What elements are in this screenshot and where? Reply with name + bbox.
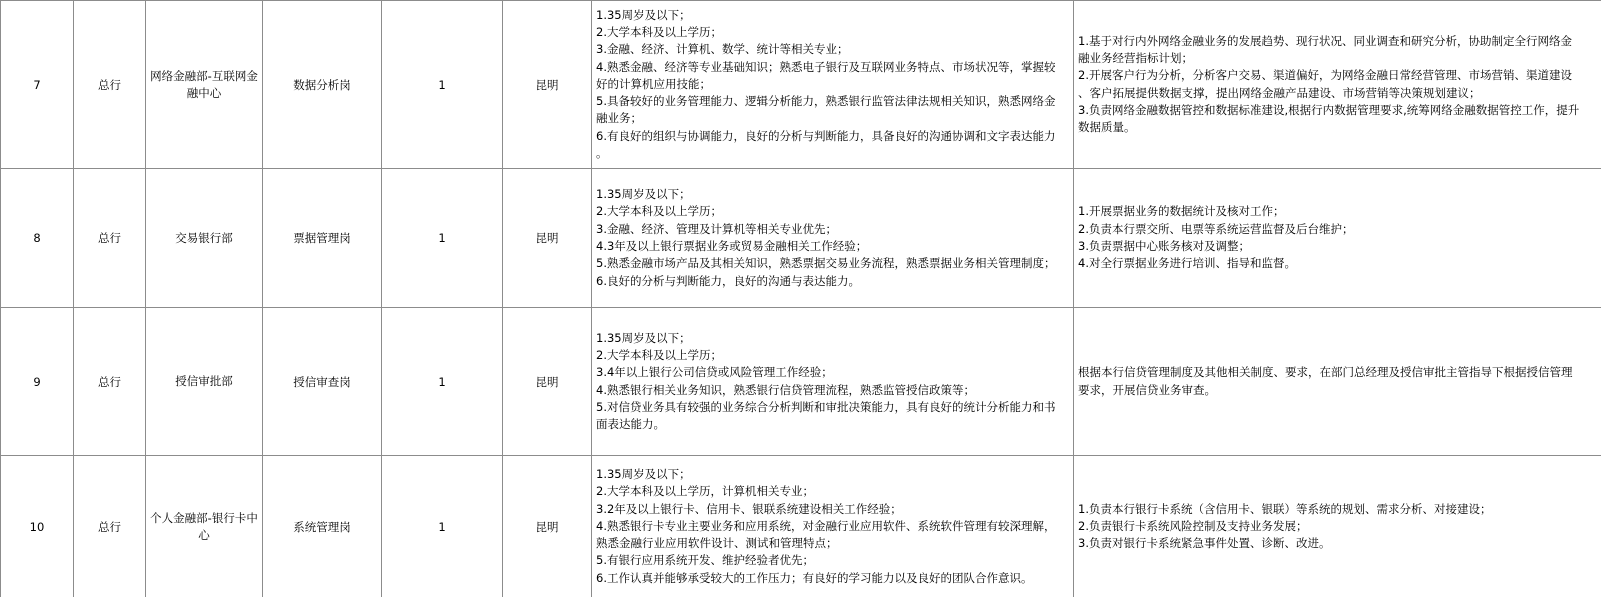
branch-text: 总行: [98, 519, 121, 534]
department-cell: [146, 308, 263, 456]
position-cell: [263, 308, 382, 456]
duties-cell: [1074, 308, 1601, 456]
duty-line: 融业务经营指标计划；: [1078, 50, 1193, 65]
requirements-cell: [592, 169, 1074, 308]
requirement-line: 5.对信贷业务具有较强的业务综合分析判断和审批决策能力，具有良好的统计分析能力和书: [596, 399, 1056, 414]
location-text: 昆明: [535, 519, 559, 534]
requirement-line: 4.熟悉银行相关业务知识，熟悉银行信贷管理流程，熟悉监管授信政策等；: [596, 382, 975, 397]
duties-cell: [1074, 1, 1601, 169]
branch-cell: [74, 1, 146, 169]
position-cell: [263, 169, 382, 308]
row-number-text: 7: [33, 77, 41, 92]
requirement-line: 1.35周岁及以下；: [596, 330, 691, 345]
position-text: 系统管理岗: [293, 519, 351, 534]
department-cell: [146, 1, 263, 169]
row-number-cell: [1, 1, 74, 169]
requirement-line: 融业务；: [596, 111, 642, 126]
headcount-text: 1: [438, 77, 446, 92]
position-text: 票据管理岗: [293, 231, 351, 245]
branch-text: 总行: [98, 77, 121, 92]
row-number-cell: [1, 169, 74, 308]
headcount-text: 1: [438, 519, 446, 534]
branch-cell: [74, 456, 146, 597]
requirement-line: 6.有良好的组织与协调能力，良好的分析与判断能力，具备良好的沟通协调和文字表达能力: [596, 128, 1056, 143]
duties-cell: [1074, 169, 1601, 308]
requirement-line: 2.大学本科及以上学历；: [596, 204, 722, 219]
row-number-text: 8: [33, 231, 41, 245]
position-cell: [263, 456, 382, 597]
table-body: [1, 1, 1601, 597]
row-number-text: 9: [33, 374, 41, 389]
headcount-cell: [382, 169, 503, 308]
requirement-line: 4.熟悉金融、经济等专业基础知识；熟悉电子银行及互联网业务特点、市场状况等，掌握较: [596, 59, 1056, 74]
duty-line: 2.开展客户行为分析，分析客户交易、渠道偏好，为网络金融日常经营管理、市场营销、渠道建设: [1078, 68, 1572, 83]
requirement-line: 2.大学本科及以上学历；: [596, 24, 722, 39]
duty-line: 2.负责本行票交所、电票等系统运营监督及后台维护；: [1078, 221, 1354, 236]
requirement-line: 面表达能力。: [596, 417, 665, 432]
table-row: [1, 169, 1601, 308]
requirement-line: 3.4年以上银行公司信贷或风险管理工作经验；: [596, 365, 833, 380]
duty-line: 4.对全行票据业务进行培训、指导和监督。: [1078, 256, 1296, 271]
requirement-line: 5.熟悉金融市场产品及其相关知识，熟悉票据交易业务流程，熟悉票据业务相关管理制度；: [596, 256, 1056, 271]
position-cell: [263, 1, 382, 169]
requirements-cell: [592, 308, 1074, 456]
row-number-cell: [1, 308, 74, 456]
requirement-line: 6.工作认真并能够承受较大的工作压力；有良好的学习能力以及良好的团队合作意识。: [596, 570, 1033, 585]
requirement-line: 。: [596, 146, 608, 161]
row-number-text: 10: [29, 519, 45, 534]
duty-line: 、客户拓展提供数据支撑，提出网络金融产品建设、市场营销等决策规划建议；: [1078, 85, 1481, 100]
requirement-line: 5.有银行应用系统开发、维护经验者优先；: [596, 553, 814, 568]
duty-line: 1.负责本行银行卡系统（含信用卡、银联）等系统的规划、需求分析、对接建设；: [1078, 501, 1492, 516]
duty-line: 3.负责网络金融数据管控和数据标准建设,根据行内数据管理要求,统筹网络金融数据管控工作，提升: [1078, 102, 1580, 117]
location-cell: [503, 308, 592, 456]
requirement-line: 1.35周岁及以下；: [596, 187, 691, 202]
requirement-line: 3.金融、经济、管理及计算机等相关专业优先；: [596, 221, 837, 236]
table-row: [1, 308, 1601, 456]
requirements-cell: [592, 1, 1074, 169]
headcount-text: 1: [438, 374, 446, 389]
location-cell: [503, 169, 592, 308]
requirement-line: 1.35周岁及以下；: [596, 466, 691, 481]
requirement-line: 2.大学本科及以上学历；: [596, 347, 722, 362]
table-row: [1, 1, 1601, 169]
requirement-line: 4.3年及以上银行票据业务或贸易金融相关工作经验；: [596, 239, 868, 253]
headcount-cell: [382, 1, 503, 169]
branch-text: 总行: [98, 231, 121, 245]
department-text: 个人金融部-银行卡中心: [150, 510, 258, 542]
branch-cell: [74, 169, 146, 308]
requirement-line: 3.金融、经济、计算机、数学、统计等相关专业；: [596, 42, 849, 57]
duty-line: 1.基于对行内外网络金融业务的发展趋势、现行状况、同业调查和研究分析，协助制定全行网络金: [1078, 33, 1572, 48]
requirements-cell: [592, 456, 1074, 597]
branch-cell: [74, 308, 146, 456]
requirement-line: 熟悉金融行业应用软件设计、测试和管理特点；: [596, 536, 838, 551]
requirement-line: 3.2年及以上银行卡、信用卡、银联系统建设相关工作经验；: [596, 501, 902, 516]
duty-line: 3.负责票据中心账务核对及调整；: [1078, 239, 1250, 253]
requirement-line: 4.熟悉银行卡专业主要业务和应用系统，对金融行业应用软件、系统软件管理有较深理解，: [596, 518, 1056, 533]
branch-text: 总行: [98, 374, 121, 389]
department-cell: [146, 456, 263, 597]
headcount-cell: [382, 456, 503, 597]
requirement-line: 5.具备较好的业务管理能力、逻辑分析能力，熟悉银行监管法律法规相关知识，熟悉网络金: [596, 94, 1056, 109]
location-text: 昆明: [535, 231, 559, 245]
duty-line: 2.负责银行卡系统风险控制及支持业务发展；: [1078, 518, 1308, 533]
department-text: 授信审批部: [175, 374, 233, 388]
requirement-line: 1.35周岁及以下；: [596, 7, 691, 22]
duty-line: 3.负责对银行卡系统紧急事件处置、诊断、改进。: [1078, 536, 1331, 551]
table-row: [1, 456, 1601, 597]
headcount-text: 1: [438, 231, 446, 245]
duty-line: 1.开展票据业务的数据统计及核对工作；: [1078, 204, 1285, 219]
requirement-line: 2.大学本科及以上学历，计算机相关专业；: [596, 484, 814, 499]
position-text: 授信审查岗: [293, 374, 351, 389]
duties-cell: [1074, 456, 1601, 597]
position-text: 数据分析岗: [293, 77, 351, 92]
duty-line: 数据质量。: [1078, 120, 1136, 135]
department-text: 网络金融部-互联网金融中心: [150, 68, 258, 100]
location-text: 昆明: [535, 374, 559, 389]
department-cell: [146, 169, 263, 308]
duty-line: 要求，开展信贷业务审查。: [1078, 382, 1216, 397]
row-number-cell: [1, 456, 74, 597]
requirement-line: 6.良好的分析与判断能力，良好的沟通与表达能力。: [596, 273, 860, 288]
department-text: 交易银行部: [175, 230, 233, 245]
location-cell: [503, 1, 592, 169]
requirement-line: 好的计算机应用技能；: [596, 76, 711, 91]
duty-line: 根据本行信贷管理制度及其他相关制度、要求，在部门总经理及授信审批主管指导下根据授信管理: [1078, 365, 1573, 380]
location-cell: [503, 456, 592, 597]
headcount-cell: [382, 308, 503, 456]
location-text: 昆明: [535, 77, 559, 92]
